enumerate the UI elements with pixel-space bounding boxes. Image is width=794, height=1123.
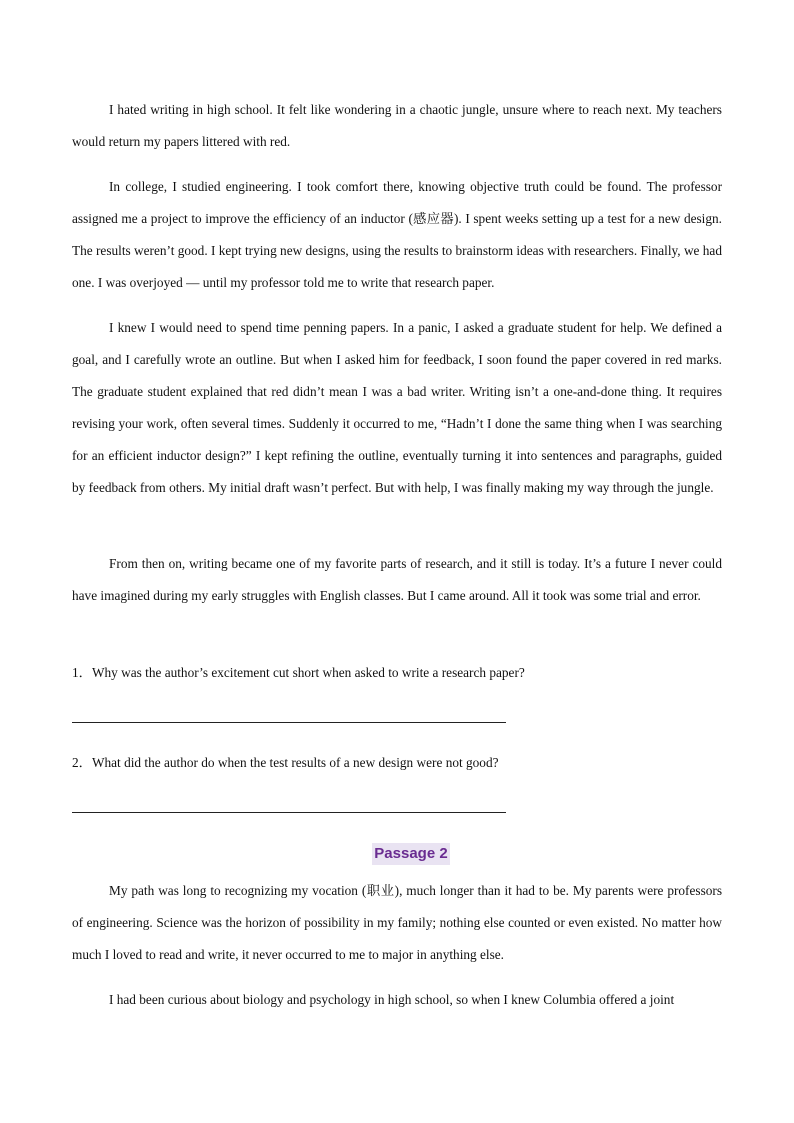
passage2-heading bbox=[0, 838, 794, 865]
passage1-paragraph-4: From then on, writing became one of my favorite parts of research, and it still is today. It’s a future I never could have imagined during my early struggles with English classes. But I came around. All it took was some trial and error. bbox=[72, 556, 722, 603]
question-2: 2．What did the author do when the test results of a new design were not good? bbox=[72, 755, 499, 770]
passage1-paragraph-1: I hated writing in high school. It felt like wondering in a chaotic jungle, unsure where to reach next. My teachers would return my papers littered with red. bbox=[72, 102, 722, 149]
answer-line-2[interactable] bbox=[72, 812, 506, 813]
passage2-paragraph-1: My path was long to recognizing my vocation (职业), much longer than it had to be. My parents were professors of engineering. Science was the horizon of possibility in my family; nothing else counted or even existed. No matter how much I loved to read and write, it never occurred to me to major in anything else. bbox=[72, 883, 722, 962]
passage1-paragraph-3: I knew I would need to spend time penning papers. In a panic, I asked a graduate student for help. We defined a goal, and I carefully wrote an outline. But when I asked him for feedback, I soon found the paper covered in red marks. The graduate student explained that red didn’t mean I was a bad writer. Writing isn’t a one-and-done thing. It requires revising your work, often several times. Suddenly it occurred to me, “Hadn’t I done the same thing when I was searching for an efficient inductor design?” I kept refining the outline, eventually turning it into sentences and paragraphs, guided by feedback from others. My initial draft wasn’t perfect. But with help, I was finally making my way through the jungle. bbox=[72, 320, 722, 495]
passage1-paragraph-2: In college, I studied engineering. I took comfort there, knowing objective truth could be found. The professor assigned me a project to improve the efficiency of an inductor (感应器). I spent weeks setting up a test for a new design. The results weren’t good. I kept trying new designs, using the results to brainstorm ideas with researchers. Finally, we had one. I was overjoyed — until my professor told me to write that research paper. bbox=[72, 179, 722, 290]
passage2-paragraph-2: I had been curious about biology and psychology in high school, so when I knew Columbia offered a joint bbox=[109, 992, 675, 1007]
question-1: 1．Why was the author’s excitement cut short when asked to write a research paper? bbox=[72, 665, 525, 680]
answer-line-1[interactable] bbox=[72, 722, 506, 723]
passage2-title: Passage 2 bbox=[372, 843, 449, 865]
